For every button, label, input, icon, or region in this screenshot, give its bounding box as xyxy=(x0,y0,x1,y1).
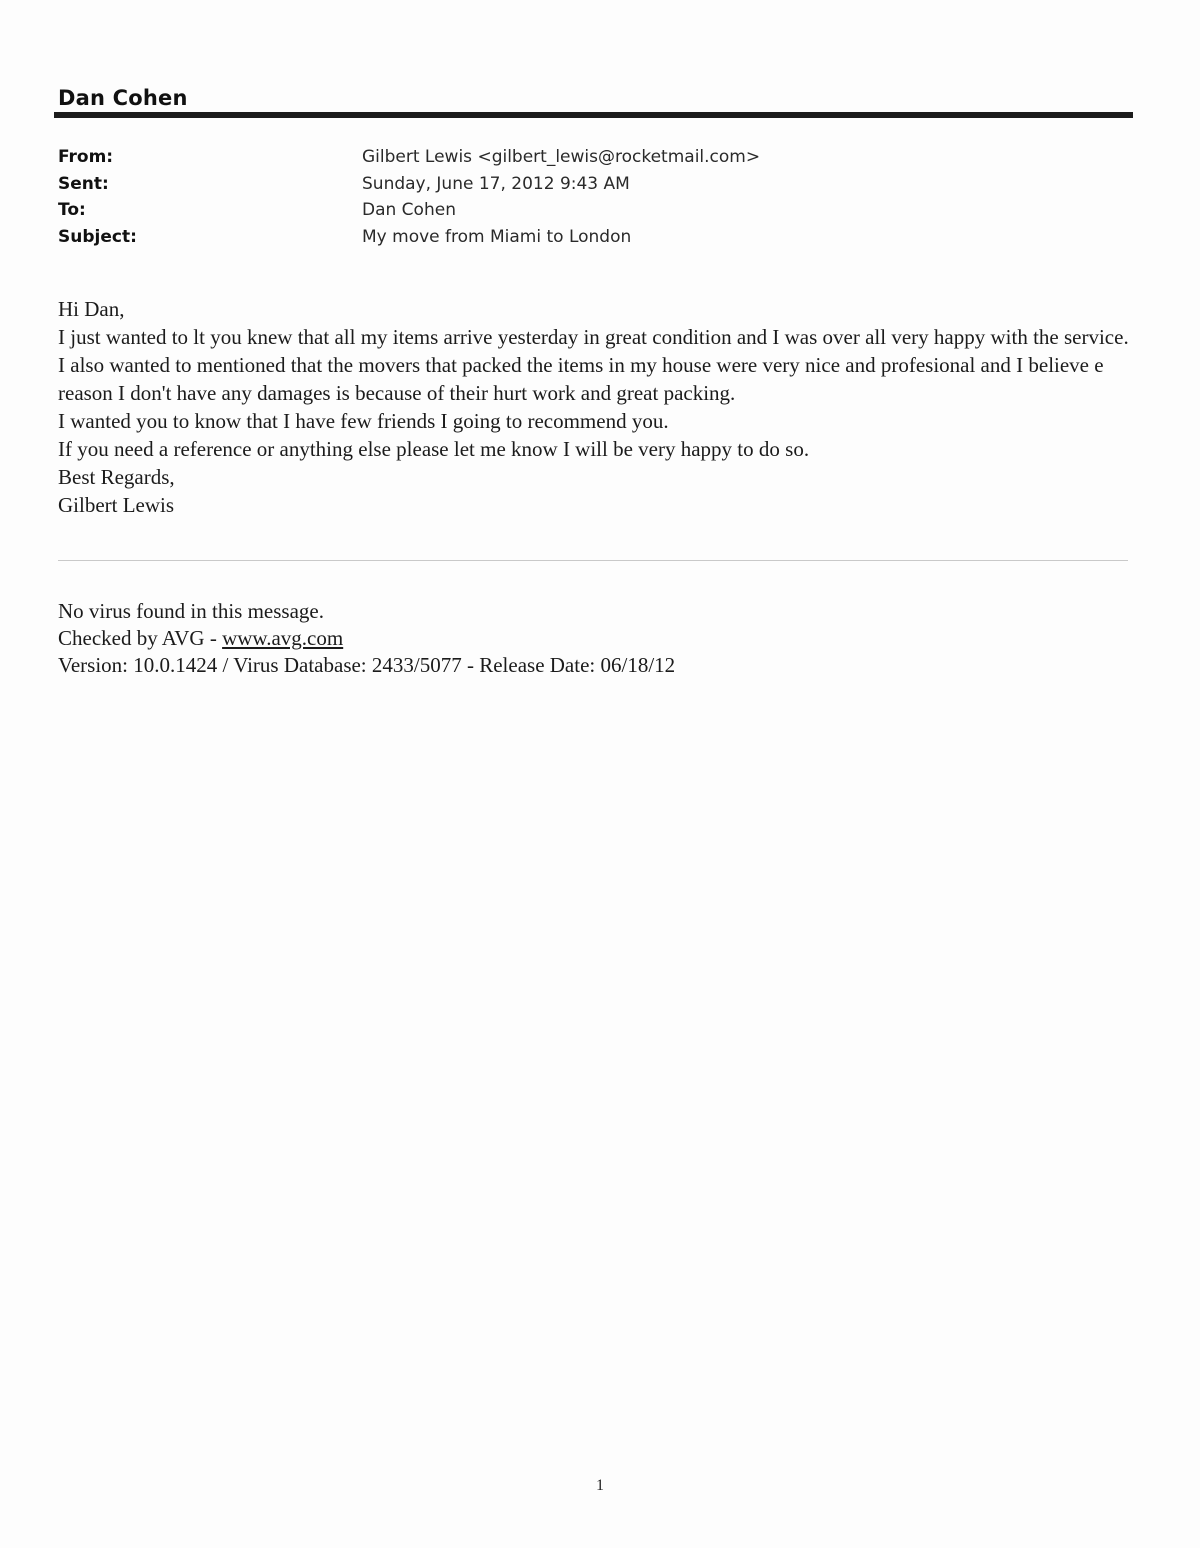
body-paragraph: I wanted you to know that I have few friends I going to recommend you. xyxy=(58,409,669,433)
subject-label: Subject: xyxy=(58,226,137,247)
email-header-block xyxy=(58,144,1128,250)
subject-row xyxy=(58,224,1128,251)
email-closing: Best Regards, xyxy=(58,465,175,489)
to-value: Dan Cohen xyxy=(362,200,456,220)
checked-by-text: Checked by AVG - xyxy=(58,626,223,650)
page-number: 1 xyxy=(596,1477,604,1494)
avg-link[interactable]: www.avg.com xyxy=(222,626,344,650)
body-paragraph: I also wanted to mentioned that the movers that packed the items in my house were very nice and profesional and I believe e reason I don't have any damages is because of their hurt work and great packing. xyxy=(58,353,1104,405)
email-signature: Gilbert Lewis xyxy=(58,493,175,517)
header-divider xyxy=(54,112,1133,118)
sent-row xyxy=(58,171,1128,198)
sent-value: Sunday, June 17, 2012 9:43 AM xyxy=(362,173,630,194)
to-row xyxy=(58,197,1128,224)
checked-by-line xyxy=(58,625,1148,652)
from-label: From: xyxy=(58,147,114,167)
from-row xyxy=(58,144,1128,171)
subject-value: My move from Miami to London xyxy=(362,226,632,247)
to-label: To: xyxy=(58,200,86,220)
email-greeting: Hi Dan, xyxy=(58,297,125,321)
body-paragraph: I just wanted to lt you knew that all my items arrive yesterday in great condition and I was over all very happy with the service. xyxy=(58,325,1129,349)
email-body xyxy=(58,295,1148,519)
virus-status-line: No virus found in this message. xyxy=(58,599,324,623)
from-value: Gilbert Lewis <gilbert_lewis@rocketmail.com> xyxy=(362,147,761,167)
sent-label: Sent: xyxy=(58,173,109,194)
footer-divider xyxy=(58,560,1128,561)
antivirus-footer xyxy=(58,598,1148,679)
mailbox-owner-name: Dan Cohen xyxy=(58,86,188,110)
body-paragraph: If you need a reference or anything else please let me know I will be very happy to do so. xyxy=(58,437,810,461)
version-line: Version: 10.0.1424 / Virus Database: 2433/5077 - Release Date: 06/18/12 xyxy=(58,653,676,677)
